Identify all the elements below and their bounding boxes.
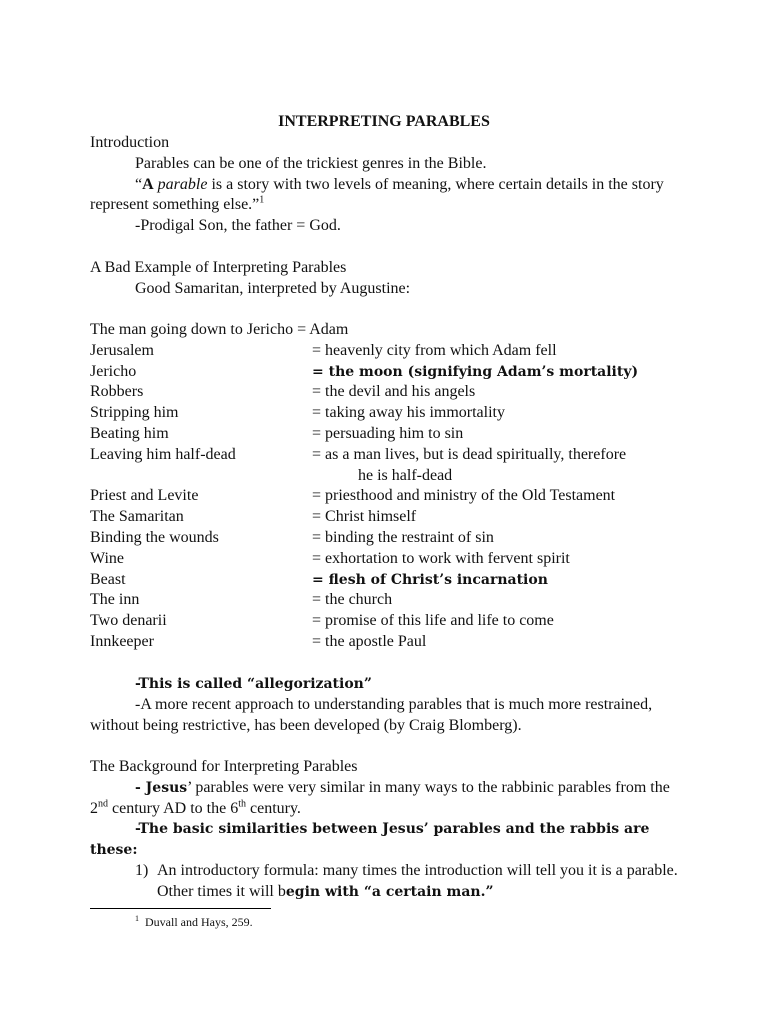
allegory-row-continuation xyxy=(90,466,690,487)
blomberg-approach: -A more recent approach to understanding parables that is much more restrained, without being restrictive, has been developed (by Craig Blomberg). xyxy=(90,695,653,734)
allegory-row xyxy=(90,570,690,591)
allegory-row xyxy=(90,341,690,362)
introduction-heading: Introduction xyxy=(90,134,170,151)
footnote xyxy=(135,914,253,930)
allegory-row xyxy=(90,403,690,424)
allegory-meaning: = the devil and his angels xyxy=(312,383,476,401)
list-text-b: egin with “a certain man.” xyxy=(285,883,494,900)
allegory-meaning: = flesh of Christ’s incarnation xyxy=(312,571,548,588)
list-number: 1) xyxy=(135,861,149,879)
allegory-row xyxy=(90,507,690,528)
allegory-row xyxy=(90,445,690,466)
allegory-term: Leaving him half-dead xyxy=(90,445,236,463)
allegory-meaning: = Christ himself xyxy=(312,508,417,526)
list-item-text xyxy=(157,861,690,903)
quote-italic-word: parable xyxy=(157,175,208,193)
background-section xyxy=(90,757,690,903)
allegory-term: Wine xyxy=(90,549,125,567)
background-paragraph xyxy=(90,778,690,820)
list-text-a: An introductory formula: many times the introduction will tell you it is a parable. Other times it will b xyxy=(157,861,678,900)
allegory-meaning: = priesthood and ministry of the Old Testament xyxy=(312,487,616,505)
allegory-meaning-continued: he is half-dead xyxy=(358,466,453,484)
background-heading: The Background for Interpreting Parables xyxy=(90,758,358,775)
allegory-row xyxy=(90,549,690,570)
allegory-row xyxy=(90,590,690,611)
allegory-term: Robbers xyxy=(90,383,144,401)
allegory-term: The Samaritan xyxy=(90,508,184,526)
allegory-row xyxy=(90,486,690,507)
page-title: INTERPRETING PARABLES xyxy=(278,113,490,130)
quote-rest: is a story with two levels of meaning, where certain details in the story represent something else.” xyxy=(90,175,664,214)
quote-bold-a: A xyxy=(142,175,154,193)
allegory-meaning: = heavenly city from which Adam fell xyxy=(312,341,557,359)
bad-example-section xyxy=(90,258,690,300)
allegory-row xyxy=(90,424,690,445)
background-text-c: century. xyxy=(245,799,301,817)
bad-example-subheading: Good Samaritan, interpreted by Augustine: xyxy=(135,279,411,297)
allegorization-note: -This is called “allegorization” xyxy=(135,676,372,692)
superscript-th: th xyxy=(238,798,246,810)
allegory-table xyxy=(90,320,690,653)
background-text-a: ’ parables were very similar in many ways to the rabbinic parables from the 2 xyxy=(90,778,670,817)
allegory-term: Jerusalem xyxy=(90,341,154,359)
allegory-row xyxy=(90,528,690,549)
allegory-term: Innkeeper xyxy=(90,632,154,650)
allegory-term: The inn xyxy=(90,591,140,609)
parable-definition xyxy=(90,175,690,217)
allegory-row xyxy=(90,362,690,383)
allegory-row xyxy=(90,632,690,653)
allegory-term: Stripping him xyxy=(90,404,179,422)
allegory-meaning: = the apostle Paul xyxy=(312,632,427,650)
prodigal-son-example: -Prodigal Son, the father = God. xyxy=(135,217,341,235)
allegory-meaning: = taking away his immortality xyxy=(312,404,505,422)
allegory-meaning: = promise of this life and life to come xyxy=(312,612,554,630)
allegory-term: Priest and Levite xyxy=(90,487,199,505)
allegory-meaning: = exhortation to work with fervent spirit xyxy=(312,549,570,567)
bad-example-heading: A Bad Example of Interpreting Parables xyxy=(90,259,347,276)
allegory-meaning: = the moon (signifying Adam’s mortality) xyxy=(312,363,639,380)
footnote-number: 1 xyxy=(135,914,139,923)
similarities-lead: -The basic similarities between Jesus’ parables and the rabbis are these: xyxy=(90,821,650,859)
superscript-nd: nd xyxy=(98,798,108,810)
background-text-b: century AD to the 6 xyxy=(108,799,239,817)
footnote-ref: 1 xyxy=(259,195,265,207)
allegory-term: Beating him xyxy=(90,424,169,442)
footnote-text: Duvall and Hays, 259. xyxy=(145,915,253,929)
footnote-divider xyxy=(90,908,271,909)
jesus-bold: - Jesus xyxy=(135,779,188,796)
allegory-term: Beast xyxy=(90,570,126,588)
allegory-meaning: = binding the restraint of sin xyxy=(312,528,494,546)
allegory-row xyxy=(90,382,690,403)
allegory-term: Two denarii xyxy=(90,612,167,630)
quote-open: “ xyxy=(135,175,143,193)
introduction-section xyxy=(90,133,690,237)
allegory-meaning: = the church xyxy=(312,591,393,609)
allegory-term: Jericho xyxy=(90,362,137,380)
allegory-first-line: The man going down to Jericho = Adam xyxy=(90,321,349,338)
allegory-term: Binding the wounds xyxy=(90,528,219,546)
allegorization-section xyxy=(90,674,690,736)
list-item xyxy=(90,861,690,903)
allegory-meaning: = persuading him to sin xyxy=(312,424,464,442)
introduction-paragraph: Parables can be one of the trickiest genres in the Bible. xyxy=(135,154,487,172)
allegory-meaning: = as a man lives, but is dead spiritually, therefore xyxy=(312,445,627,463)
allegory-row xyxy=(90,611,690,632)
